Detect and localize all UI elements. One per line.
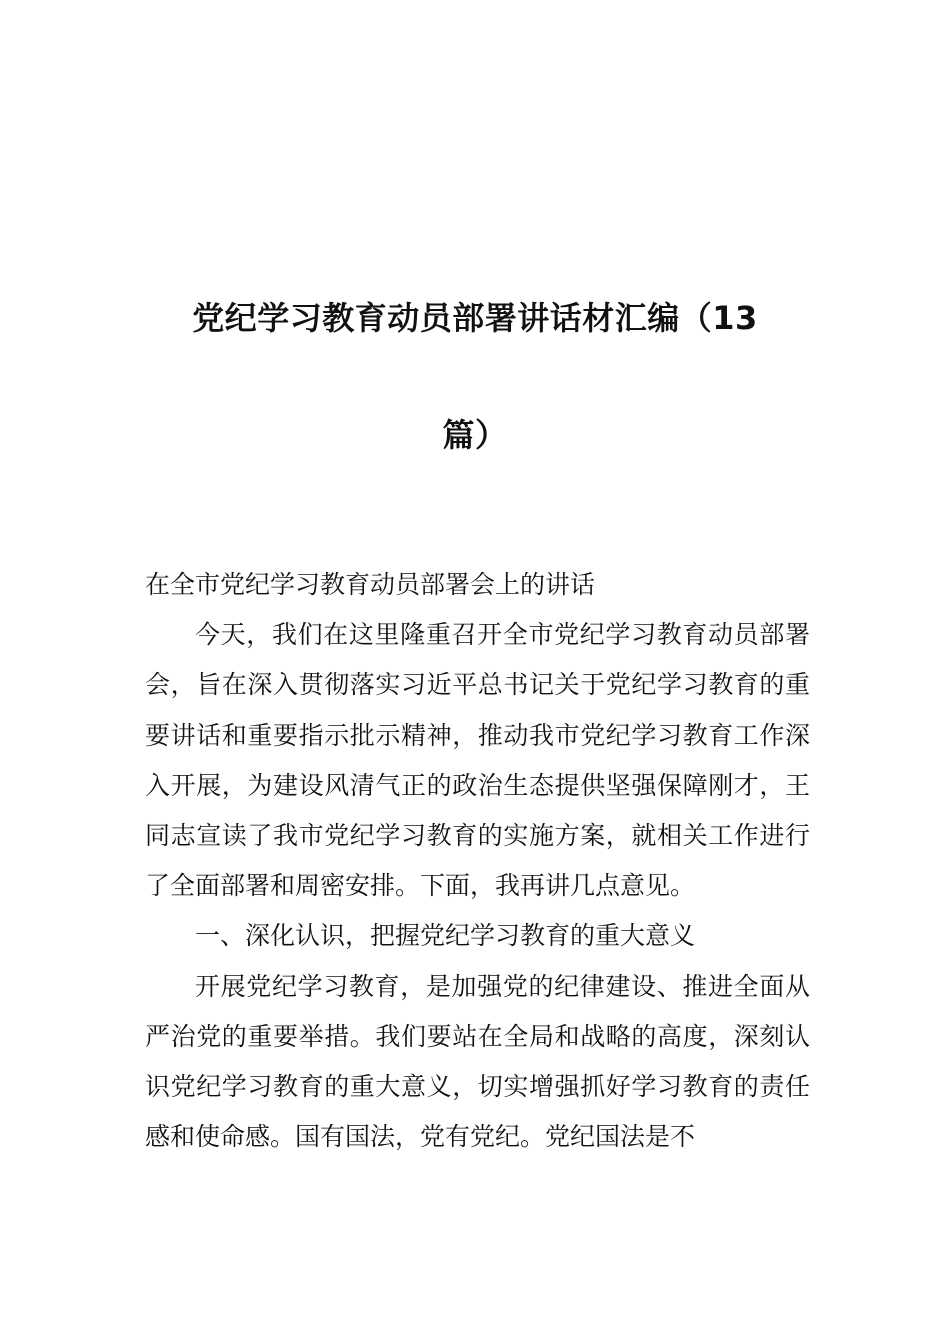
speech-title: 在全市党纪学习教育动员部署会上的讲话	[145, 570, 596, 599]
document-title-line-1: 党纪学习教育动员部署讲话材汇编（13	[192, 299, 758, 337]
section-heading-1: 一、深化认识，把握党纪学习教育的重大意义	[195, 921, 696, 951]
document-title-line-2: 篇）	[442, 416, 508, 454]
body-paragraph-1: 今天，我们在这里隆重召开全市党纪学习教育动员部署会，旨在深入贯彻落实习近平总书记关于党纪学习教育的重要讲话和重要指示批示精神，推动我市党纪学习教育工作深入开展，为建设风清气正的政治生态提供坚强保障刚才，王同志宣读了我市党纪学习教育的实施方案，就相关工作进行了全面部署和周密安排。下面，我再讲几点意见。	[145, 620, 810, 901]
body-paragraph-2: 开展党纪学习教育，是加强党的纪律建设、推进全面从严治党的重要举措。我们要站在全局和战略的高度，深刻认识党纪学习教育的重大意义，切实增强抓好学习教育的责任感和使命感。国有国法，党有党纪。党纪国法是不	[145, 971, 810, 1152]
document-body	[145, 560, 810, 1162]
